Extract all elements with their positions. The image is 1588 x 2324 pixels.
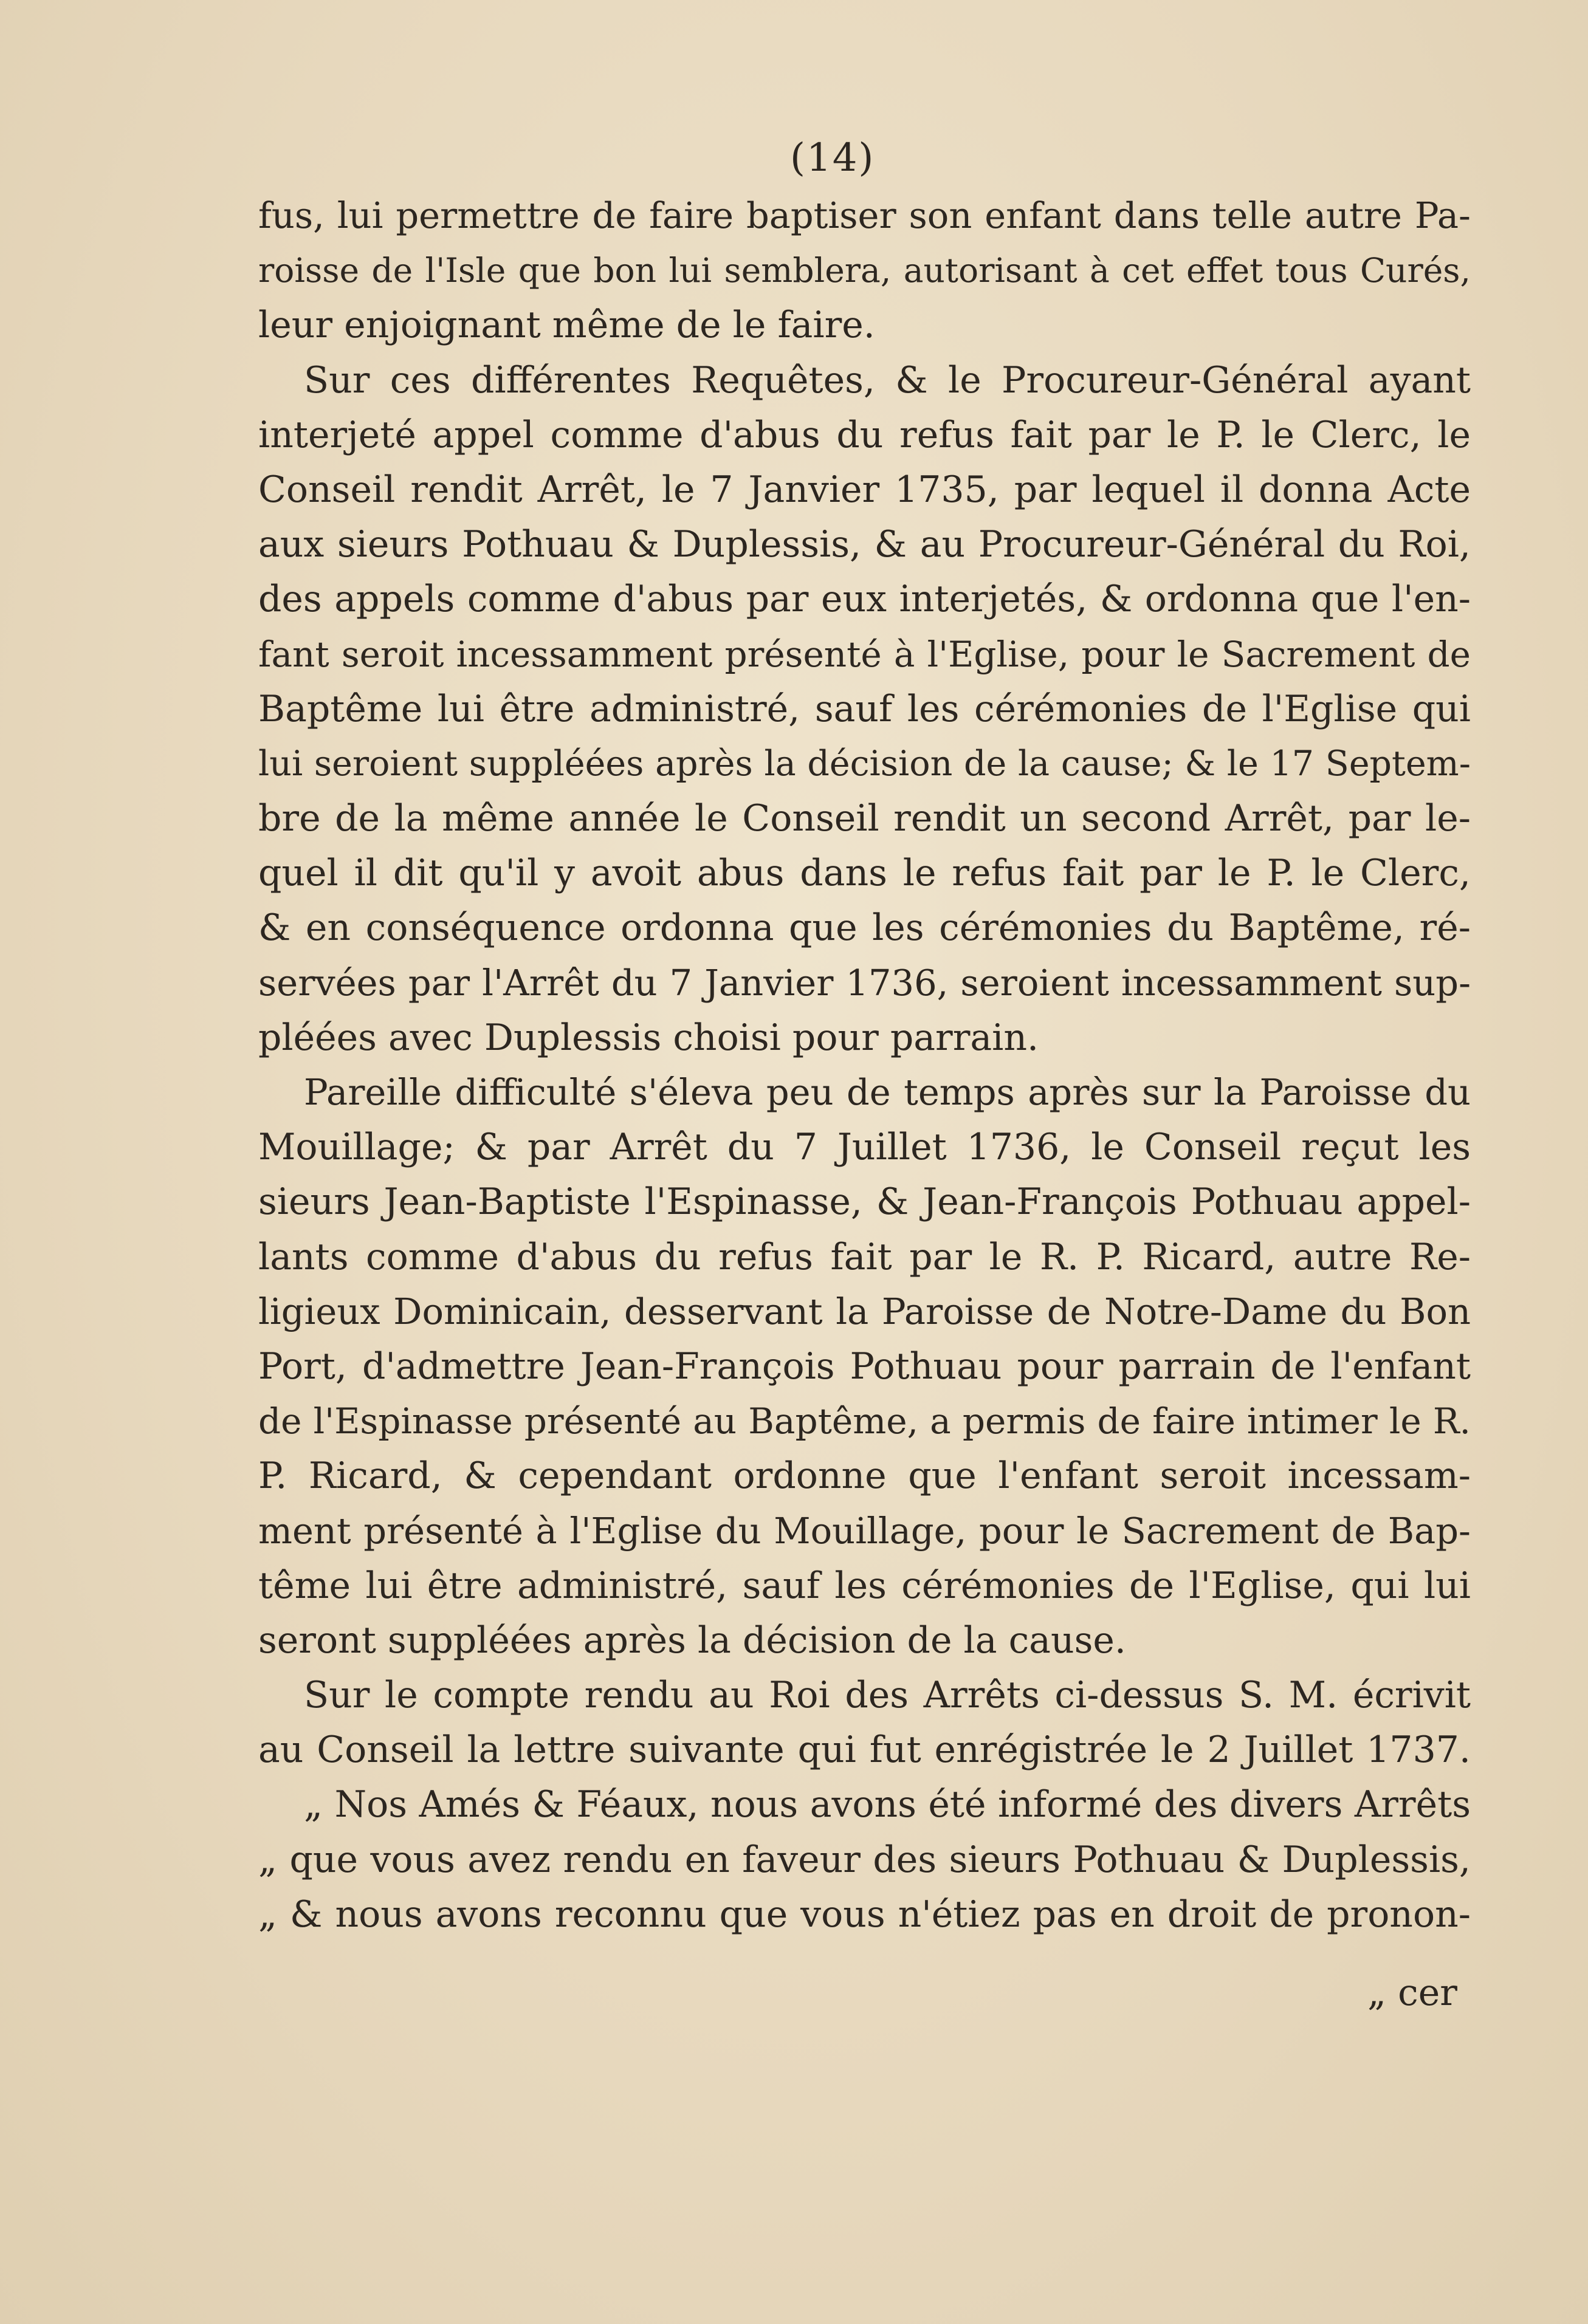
text-line: pléées avec Duplessis choisi pour parrain.: [258, 1016, 1039, 1059]
text-line: ment présenté à l'Eglise du Mouillage, pour le Sacrement de Bap-: [258, 1509, 1471, 1552]
page-number: (14): [790, 135, 875, 180]
text-line: „ que vous avez rendu en faveur des sieurs Pothuau & Duplessis,: [258, 1838, 1471, 1881]
text-line: de l'Espinasse présenté au Baptême, a permis de faire intimer le R.: [258, 1400, 1471, 1442]
text-line: quel il dit qu'il y avoit abus dans le refus fait par le P. le Clerc,: [258, 852, 1471, 895]
text-line: P. Ricard, & cependant ordonne que l'enfant seroit incessam-: [258, 1455, 1471, 1498]
text-line: „ & nous avons reconnu que vous n'étiez pas en droit de pronon-: [258, 1893, 1471, 1936]
text-line: Mouillage; & par Arrêt du 7 Juillet 1736, le Conseil reçut les: [258, 1126, 1471, 1169]
text-line: servées par l'Arrêt du 7 Janvier 1736, seroient incessamment sup-: [258, 961, 1471, 1004]
text-line: Pareille difficulté s'éleva peu de temps après sur la Paroisse du: [304, 1071, 1471, 1113]
text-line: Port, d'admettre Jean-François Pothuau pour parrain de l'enfant: [258, 1345, 1471, 1388]
text-line: fus, lui permettre de faire baptiser son enfant dans telle autre Pa-: [258, 194, 1471, 236]
text-line: Sur le compte rendu au Roi des Arrêts ci-dessus S. M. écrivit: [304, 1674, 1471, 1717]
text-line: Baptême lui être administré, sauf les cérémonies de l'Eglise qui: [258, 687, 1471, 730]
text-line: aux sieurs Pothuau & Duplessis, & au Procureur-Général du Roi,: [258, 523, 1471, 566]
text-line: au Conseil la lettre suivante qui fut enrégistrée le 2 Juillet 1737.: [258, 1729, 1471, 1772]
text-line: Conseil rendit Arrêt, le 7 Janvier 1735, par lequel il donna Acte: [258, 468, 1471, 511]
text-line: Sur ces différentes Requêtes, & le Procureur-Général ayant: [304, 358, 1471, 402]
text-line: ligieux Dominicain, desservant la Paroisse de Notre-Dame du Bon: [258, 1290, 1471, 1332]
text-line: seront suppléées après la décision de la cause.: [258, 1619, 1126, 1662]
text-line: roisse de l'Isle que bon lui semblera, autorisant à cet effet tous Curés,: [258, 251, 1471, 290]
text-line: „ Nos Amés & Féaux, nous avons été informé des divers Arrêts: [304, 1783, 1471, 1826]
text-line: interjeté appel comme d'abus du refus fait par le P. le Clerc, le: [258, 413, 1471, 456]
text-line: tême lui être administré, sauf les cérémonies de l'Eglise, qui lui: [258, 1564, 1471, 1607]
text-line: & en conséquence ordonna que les cérémonies du Baptême, ré-: [258, 907, 1471, 950]
text-line: sieurs Jean-Baptiste l'Espinasse, & Jean-François Pothuau appel-: [258, 1181, 1471, 1224]
body-text: [258, 188, 1471, 1942]
catchword: „ cer: [1367, 1972, 1457, 2014]
text-line: leur enjoignant même de le faire.: [258, 304, 875, 347]
text-line: fant seroit incessamment présenté à l'Eglise, pour le Sacrement de: [258, 633, 1471, 675]
text-line: des appels comme d'abus par eux interjetés, & ordonna que l'en-: [258, 578, 1471, 621]
text-line: lui seroient suppléées après la décision de la cause; & le 17 Septem-: [258, 743, 1471, 784]
text-line: bre de la même année le Conseil rendit un second Arrêt, par le-: [258, 797, 1471, 840]
text-line: lants comme d'abus du refus fait par le R. P. Ricard, autre Re-: [258, 1235, 1471, 1278]
